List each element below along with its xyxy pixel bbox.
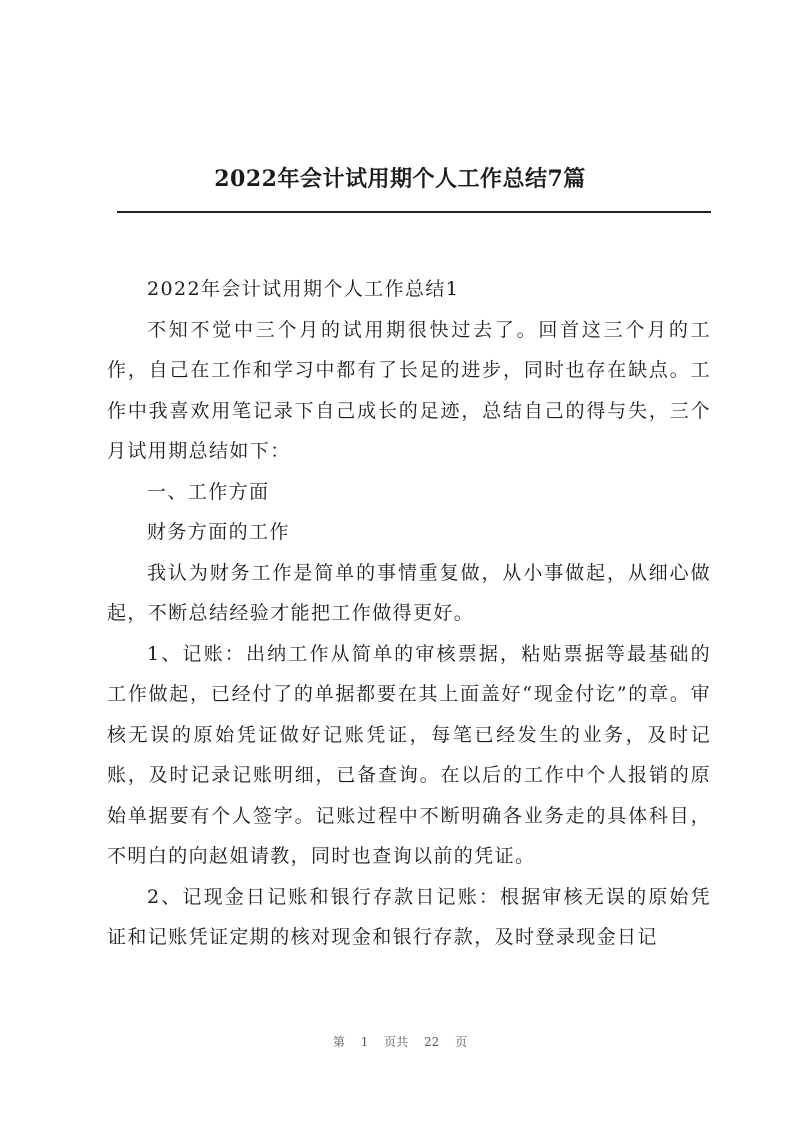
title-underline (117, 211, 711, 213)
paragraph-bookkeeping: 1、记账：出纳工作从简单的审核票据，粘贴票据等最基础的工作做起，已经付了的单据都要在其上面盖好“现金付讫”的章。审核无误的原始凭证做好记账凭证，每笔已经发生的业务，及时记账，及时记录记账明细，已备查询。在以后的工作中个人报销的原始单据要有个人签字。记账过程中不断明确各业务走的具体科目，不明白的向赵姐请教，同时也查询以前的凭证。 (107, 642, 711, 867)
footer-total-pages: 22 (424, 1035, 440, 1049)
section-heading-1: 2022年会计试用期个人工作总结1 (147, 278, 460, 300)
section-heading-work: 一、工作方面 (147, 480, 270, 503)
paragraph-finance: 我认为财务工作是简单的事情重复做，从小事做起，从细心做起，不断总结经验才能把工作做得更好。 (107, 561, 711, 624)
page-footer (0, 1033, 800, 1050)
paragraph-cash-journal: 2、记现金日记账和银行存款日记账：根据审核无误的原始凭证和记账凭证定期的核对现金和银行存款，及时登录现金日记 (107, 885, 711, 948)
document-title: 2022年会计试用期个人工作总结7篇 (214, 166, 586, 192)
paragraph-intro: 不知不觉中三个月的试用期很快过去了。回首这三个月的工作，自己在工作和学习中都有了长足的进步，同时也存在缺点。工作中我喜欢用笔记录下自己成长的足迹，总结自己的得与失，三个月试用期总结如下： (107, 318, 711, 462)
footer-page-number: 1 (360, 1035, 369, 1049)
document-body (107, 269, 711, 958)
footer-suffix: 页 (455, 1035, 468, 1049)
footer-prefix: 第 (332, 1035, 345, 1049)
subsection-heading-finance: 财务方面的工作 (147, 521, 290, 543)
footer-middle: 页共 (384, 1035, 409, 1049)
